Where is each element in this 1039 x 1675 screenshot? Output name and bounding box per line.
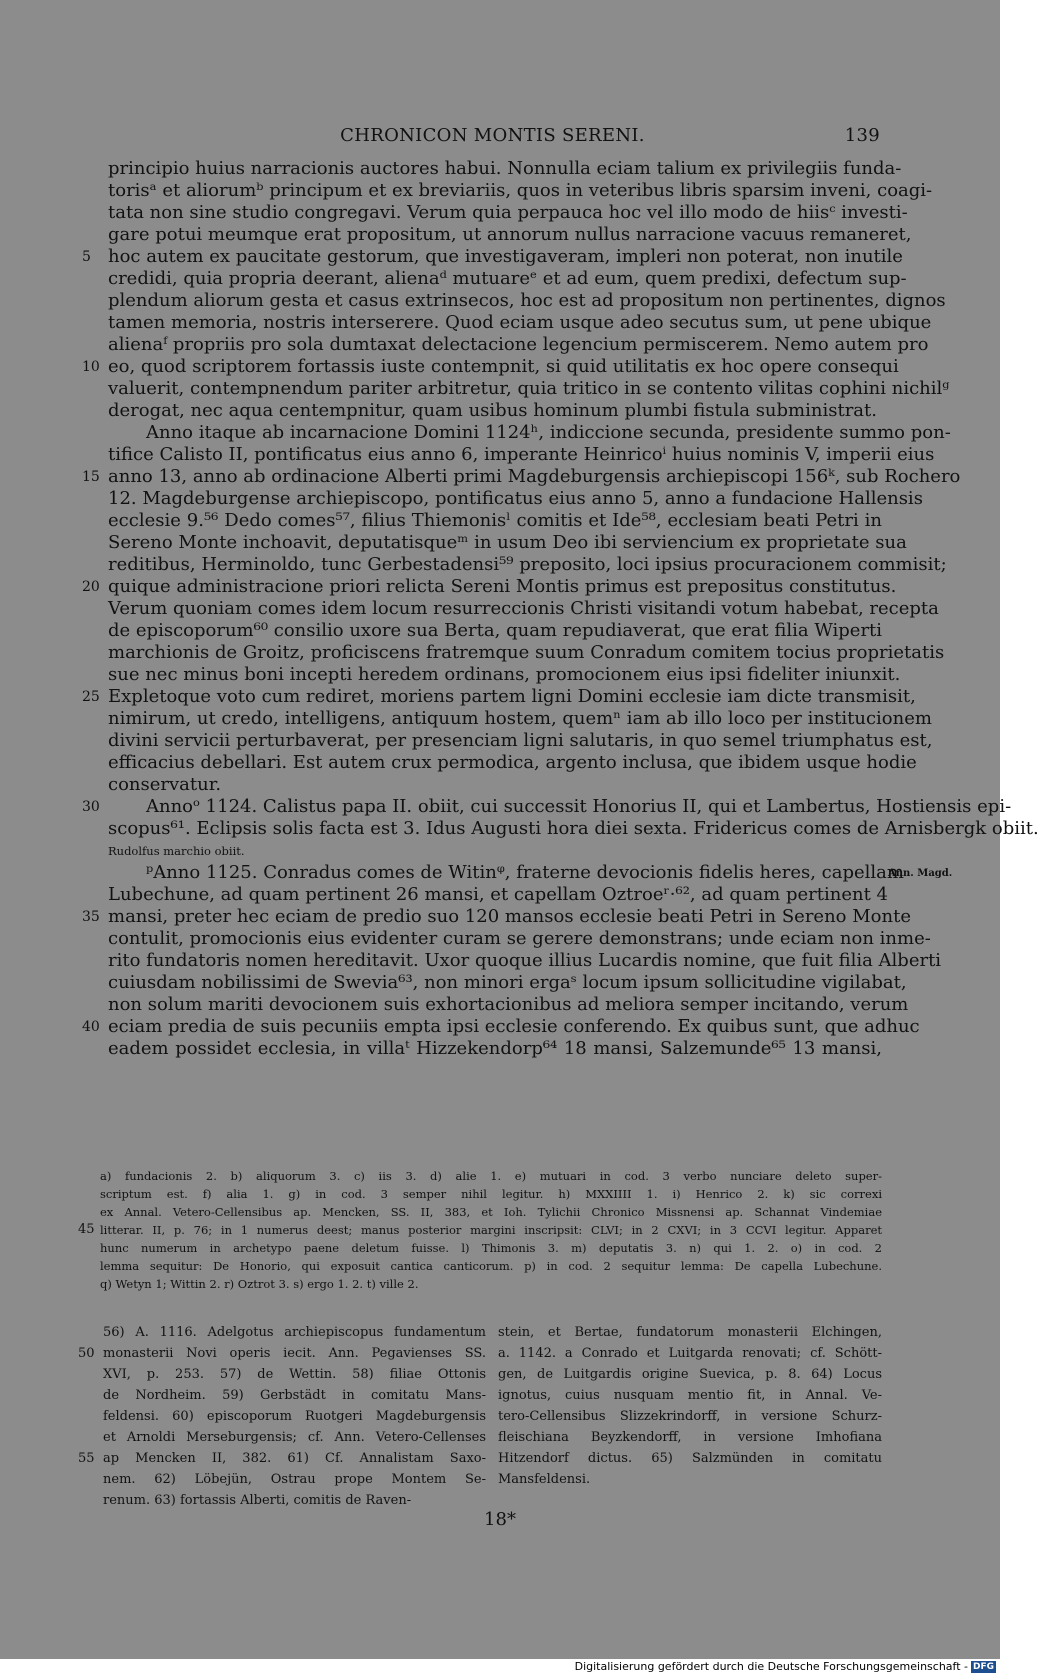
body-line: nimirum, ut credo, intelligens, antiquum hostem, quemⁿ iam ab illo loco per institucionem — [108, 708, 932, 729]
line-number: 50 — [78, 1346, 95, 1361]
body-line: Sereno Monte inchoavit, deputatisqueᵐ in usum Deo ibi serviencium ex proprietate sua — [108, 532, 907, 553]
body-line: divini servicii perturbaverat, per presenciam ligni salutaris, in quo semel triumphatus est, — [108, 730, 933, 751]
dfg-logo: DFG — [972, 1661, 994, 1672]
body-line: Rudolfus marchio obiit. — [108, 844, 245, 858]
body-line: reditibus, Herminoldo, tunc Gerbestadensi⁵⁹ preposito, loci ipsius procuracionem commisit; — [108, 554, 947, 575]
line-number: 30 — [82, 799, 100, 815]
body-line: non solum mariti devocionem suis exhortacionibus ad meliora semper incitando, verum — [108, 994, 909, 1015]
body-line: marchionis de Groitz, proficiscens fratremque suum Conradum comitem tocius proprietatis — [108, 642, 945, 663]
body-line: eciam predia de suis pecuniis empta ipsi ecclesie conferendo. Ex quibus sunt, que adhuc — [108, 1016, 920, 1037]
note-right-line: Hitzendorf dictus. 65) Salzmünden in comitatu — [498, 1451, 882, 1466]
apparatus-line: a) fundacionis 2. b) aliquorum 3. c) iis 3. d) alie 1. e) mutuari in cod. 3 verbo nunciare deleto super- — [100, 1169, 882, 1183]
body-line: derogat, nec aqua centempnitur, quam usibus hominum plumbi fistula subministrat. — [108, 400, 877, 421]
line-number: 25 — [82, 689, 100, 705]
digitization-credit — [575, 1660, 996, 1673]
body-line: credidi, quia propria deerant, alienaᵈ mutuareᵉ et ad eum, quem predixi, defectum sup- — [108, 268, 907, 289]
body-line: Lubechune, ad quam pertinent 26 mansi, et capellam Oztroeʳ·⁶², ad quam pertinent 4 — [108, 884, 888, 905]
body-line: valuerit, contempnendum pariter arbitretur, quia tritico in se contento vilitas cophini nichilᵍ — [108, 378, 950, 399]
body-line: anno 13, anno ab ordinacione Alberti primi Magdeburgensis archiepiscopi 156ᵏ, sub Rochero — [108, 466, 961, 487]
body-line: Verum quoniam comes idem locum resurreccionis Christi visitandi votum habebat, recepta — [108, 598, 939, 619]
body-line: Expletoque voto cum rediret, moriens partem ligni Domini ecclesie iam dicte transmisit, — [108, 686, 916, 707]
body-line: eadem possidet ecclesia, in villaᵗ Hizzekendorp⁶⁴ 18 mansi, Salzemunde⁶⁵ 13 mansi, — [108, 1038, 882, 1059]
body-line: ecclesie 9.⁵⁶ Dedo comes⁵⁷, filius Thiemonisˡ comitis et Ide⁵⁸, ecclesiam beati Petri in — [108, 510, 882, 531]
footer-text: Digitalisierung gefördert durch die Deutsche Forschungsgemeinschaft - — [574, 1660, 968, 1673]
note-left-line: de Nordheim. 59) Gerbstädt in comitatu Mans- — [103, 1388, 486, 1403]
body-line: de episcoporum⁶⁰ consilio uxore sua Berta, quam repudiaverat, que erat filia Wiperti — [108, 620, 883, 641]
body-line: alienaᶠ propriis pro sola dumtaxat delectacione legencium permiscerem. Nemo autem pro — [108, 334, 929, 355]
line-number: 15 — [82, 469, 100, 485]
note-left-line: feldensi. 60) episcoporum Ruotgeri Magdeburgensis — [103, 1409, 486, 1424]
body-line: tata non sine studio congregavi. Verum quia perpauca hoc vel illo modo de hiisᶜ investi- — [108, 202, 908, 223]
note-right-line: ignotus, cuius nusquam mentio fit, in Annal. Ve- — [498, 1388, 882, 1403]
apparatus-line: lemma sequitur: De Honorio, qui exposuit cantica canticorum. p) in cod. 2 sequitur lemma: De capella Lubechune. — [100, 1259, 882, 1273]
line-number: 5 — [82, 249, 91, 265]
line-number: 55 — [78, 1451, 95, 1466]
note-left-line: ap Mencken II, 382. 61) Cf. Annalistam Saxo- — [103, 1451, 486, 1466]
body-line: ᵖAnno 1125. Conradus comes de Witinᵠ, fraterne devocionis fidelis heres, capellam — [146, 862, 904, 883]
note-left-line: nem. 62) Löbejün, Ostrau prope Montem Se- — [103, 1472, 486, 1487]
line-number: 40 — [82, 1019, 100, 1035]
body-line: Anno itaque ab incarnacione Domini 1124ʰ, indiccione secunda, presidente summo pon- — [146, 422, 951, 443]
body-line: tamen memoria, nostris interserere. Quod eciam usque adeo secutus sum, ut pene ubique — [108, 312, 932, 333]
body-line: contulit, promocionis eius evidenter curam se gerere demonstrans; unde eciam non inme- — [108, 928, 931, 949]
note-left-line: et Arnoldi Merseburgensis; cf. Ann. Vetero-Cellenses — [103, 1430, 486, 1445]
note-left-line: renum. 63) fortassis Alberti, comitis de Raven- — [103, 1493, 412, 1508]
note-right-line: gen, de Luitgardis origine Suevica, p. 8. 64) Locus — [498, 1367, 882, 1382]
apparatus-line: ex Annal. Vetero-Cellensibus ap. Mencken, SS. II, 383, et Ioh. Tylichii Chronico Missnensi ap. Schannat Vindemiae — [100, 1205, 882, 1219]
margin-note: Ann. Magd. — [888, 868, 953, 879]
body-line: quique administracione priori relicta Sereni Montis primus est prepositus constitutus. — [108, 576, 897, 597]
line-number: 35 — [82, 909, 100, 925]
line-number: 45 — [78, 1222, 95, 1237]
page-number: 139 — [844, 125, 880, 146]
note-right-line: Mansfeldensi. — [498, 1472, 591, 1487]
note-left-line: monasterii Novi operis iecit. Ann. Pegavienses SS. — [103, 1346, 486, 1361]
note-right-line: stein, et Bertae, fundatorum monasterii Elchingen, — [498, 1325, 882, 1340]
body-line: principio huius narracionis auctores habui. Nonnulla eciam talium ex privilegiis funda- — [108, 158, 902, 179]
body-line: plendum aliorum gesta et casus extrinsecos, hoc est ad propositum non pertinentes, dignos — [108, 290, 946, 311]
body-line: torisᵃ et aliorumᵇ principum et ex breviariis, quos in veteribus libris sparsim inveni, coagi- — [108, 180, 933, 201]
line-number: 10 — [82, 359, 100, 375]
apparatus-line: scriptum est. f) alia 1. g) in cod. 3 semper nihil legitur. h) MXXIIII 1. i) Henrico 2. k) sic correxi — [100, 1187, 882, 1201]
body-line: conservatur. — [108, 774, 222, 795]
body-line: mansi, preter hec eciam de predio suo 120 mansos ecclesie beati Petri in Sereno Monte — [108, 906, 911, 927]
body-line: gare potui meumque erat propositum, ut annorum nullus narracione vacuus remaneret, — [108, 224, 912, 245]
line-number: 20 — [82, 579, 100, 595]
running-header — [105, 125, 880, 151]
body-line: scopus⁶¹. Eclipsis solis facta est 3. Idus Augusti hora diei sexta. Fridericus comes de Arnisbergk obiit. — [108, 818, 1039, 839]
header-title: CHRONICON MONTIS SERENI. — [340, 125, 645, 146]
body-line: 12. Magdeburgense archiepiscopo, pontificatus eius anno 5, anno a fundacione Hallensis — [108, 488, 923, 509]
body-line: cuiusdam nobilissimi de Swevia⁶³, non minori ergaˢ locum ipsum sollicitudine vigilabat, — [108, 972, 907, 993]
note-right-line: tero-Cellensibus Slizzekrindorff, in versione Schurz- — [498, 1409, 882, 1424]
body-line: rito fundatoris nomen hereditavit. Uxor quoque illius Lucardis nomine, que fuit filia Alberti — [108, 950, 942, 971]
body-line: hoc autem ex paucitate gestorum, que investigaveram, impleri non poterat, non inutile — [108, 246, 903, 267]
body-line: Annoᵒ 1124. Calistus papa II. obiit, cui successit Honorius II, qui et Lambertus, Hostiensis epi- — [146, 796, 1012, 817]
note-left-line: 56) A. 1116. Adelgotus archiepiscopus fundamentum — [103, 1325, 486, 1340]
apparatus-line: q) Wetyn 1; Wittin 2. r) Oztrot 3. s) ergo 1. 2. t) ville 2. — [100, 1277, 419, 1291]
body-line: sue nec minus boni incepti heredem ordinans, promocionem eius ipsi fideliter iniunxit. — [108, 664, 901, 685]
body-line: tifice Calisto II, pontificatus eius anno 6, imperante Heinricoⁱ huius nominis V, imperii eius — [108, 444, 935, 465]
note-right-line: fleischiana Beyzkendorff, in versione Imhofiana — [498, 1430, 882, 1445]
note-right-line: a. 1142. a Conrado et Luitgarda renovati; cf. Schött- — [498, 1346, 882, 1361]
sheet-signature: 18* — [484, 1509, 516, 1530]
body-line: eo, quod scriptorem fortassis iuste contempnit, si quid utilitatis ex hoc opere consequi — [108, 356, 899, 377]
body-line: efficacius debellari. Est autem crux permodica, argento inclusa, que ibidem usque hodie — [108, 752, 917, 773]
note-left-line: XVI, p. 253. 57) de Wettin. 58) filiae Ottonis — [103, 1367, 486, 1382]
apparatus-line: hunc numerum in archetypo paene deletum fuisse. l) Thimonis 3. m) deputatis 3. n) qui 1. 2. o) in cod. 2 — [100, 1241, 882, 1255]
apparatus-line: litterar. II, p. 76; in 1 numerus deest; manus posterior margini inscripsit: CLVI; in 2 CXVI; in 3 CCVI legitur. Apparet — [100, 1223, 882, 1237]
